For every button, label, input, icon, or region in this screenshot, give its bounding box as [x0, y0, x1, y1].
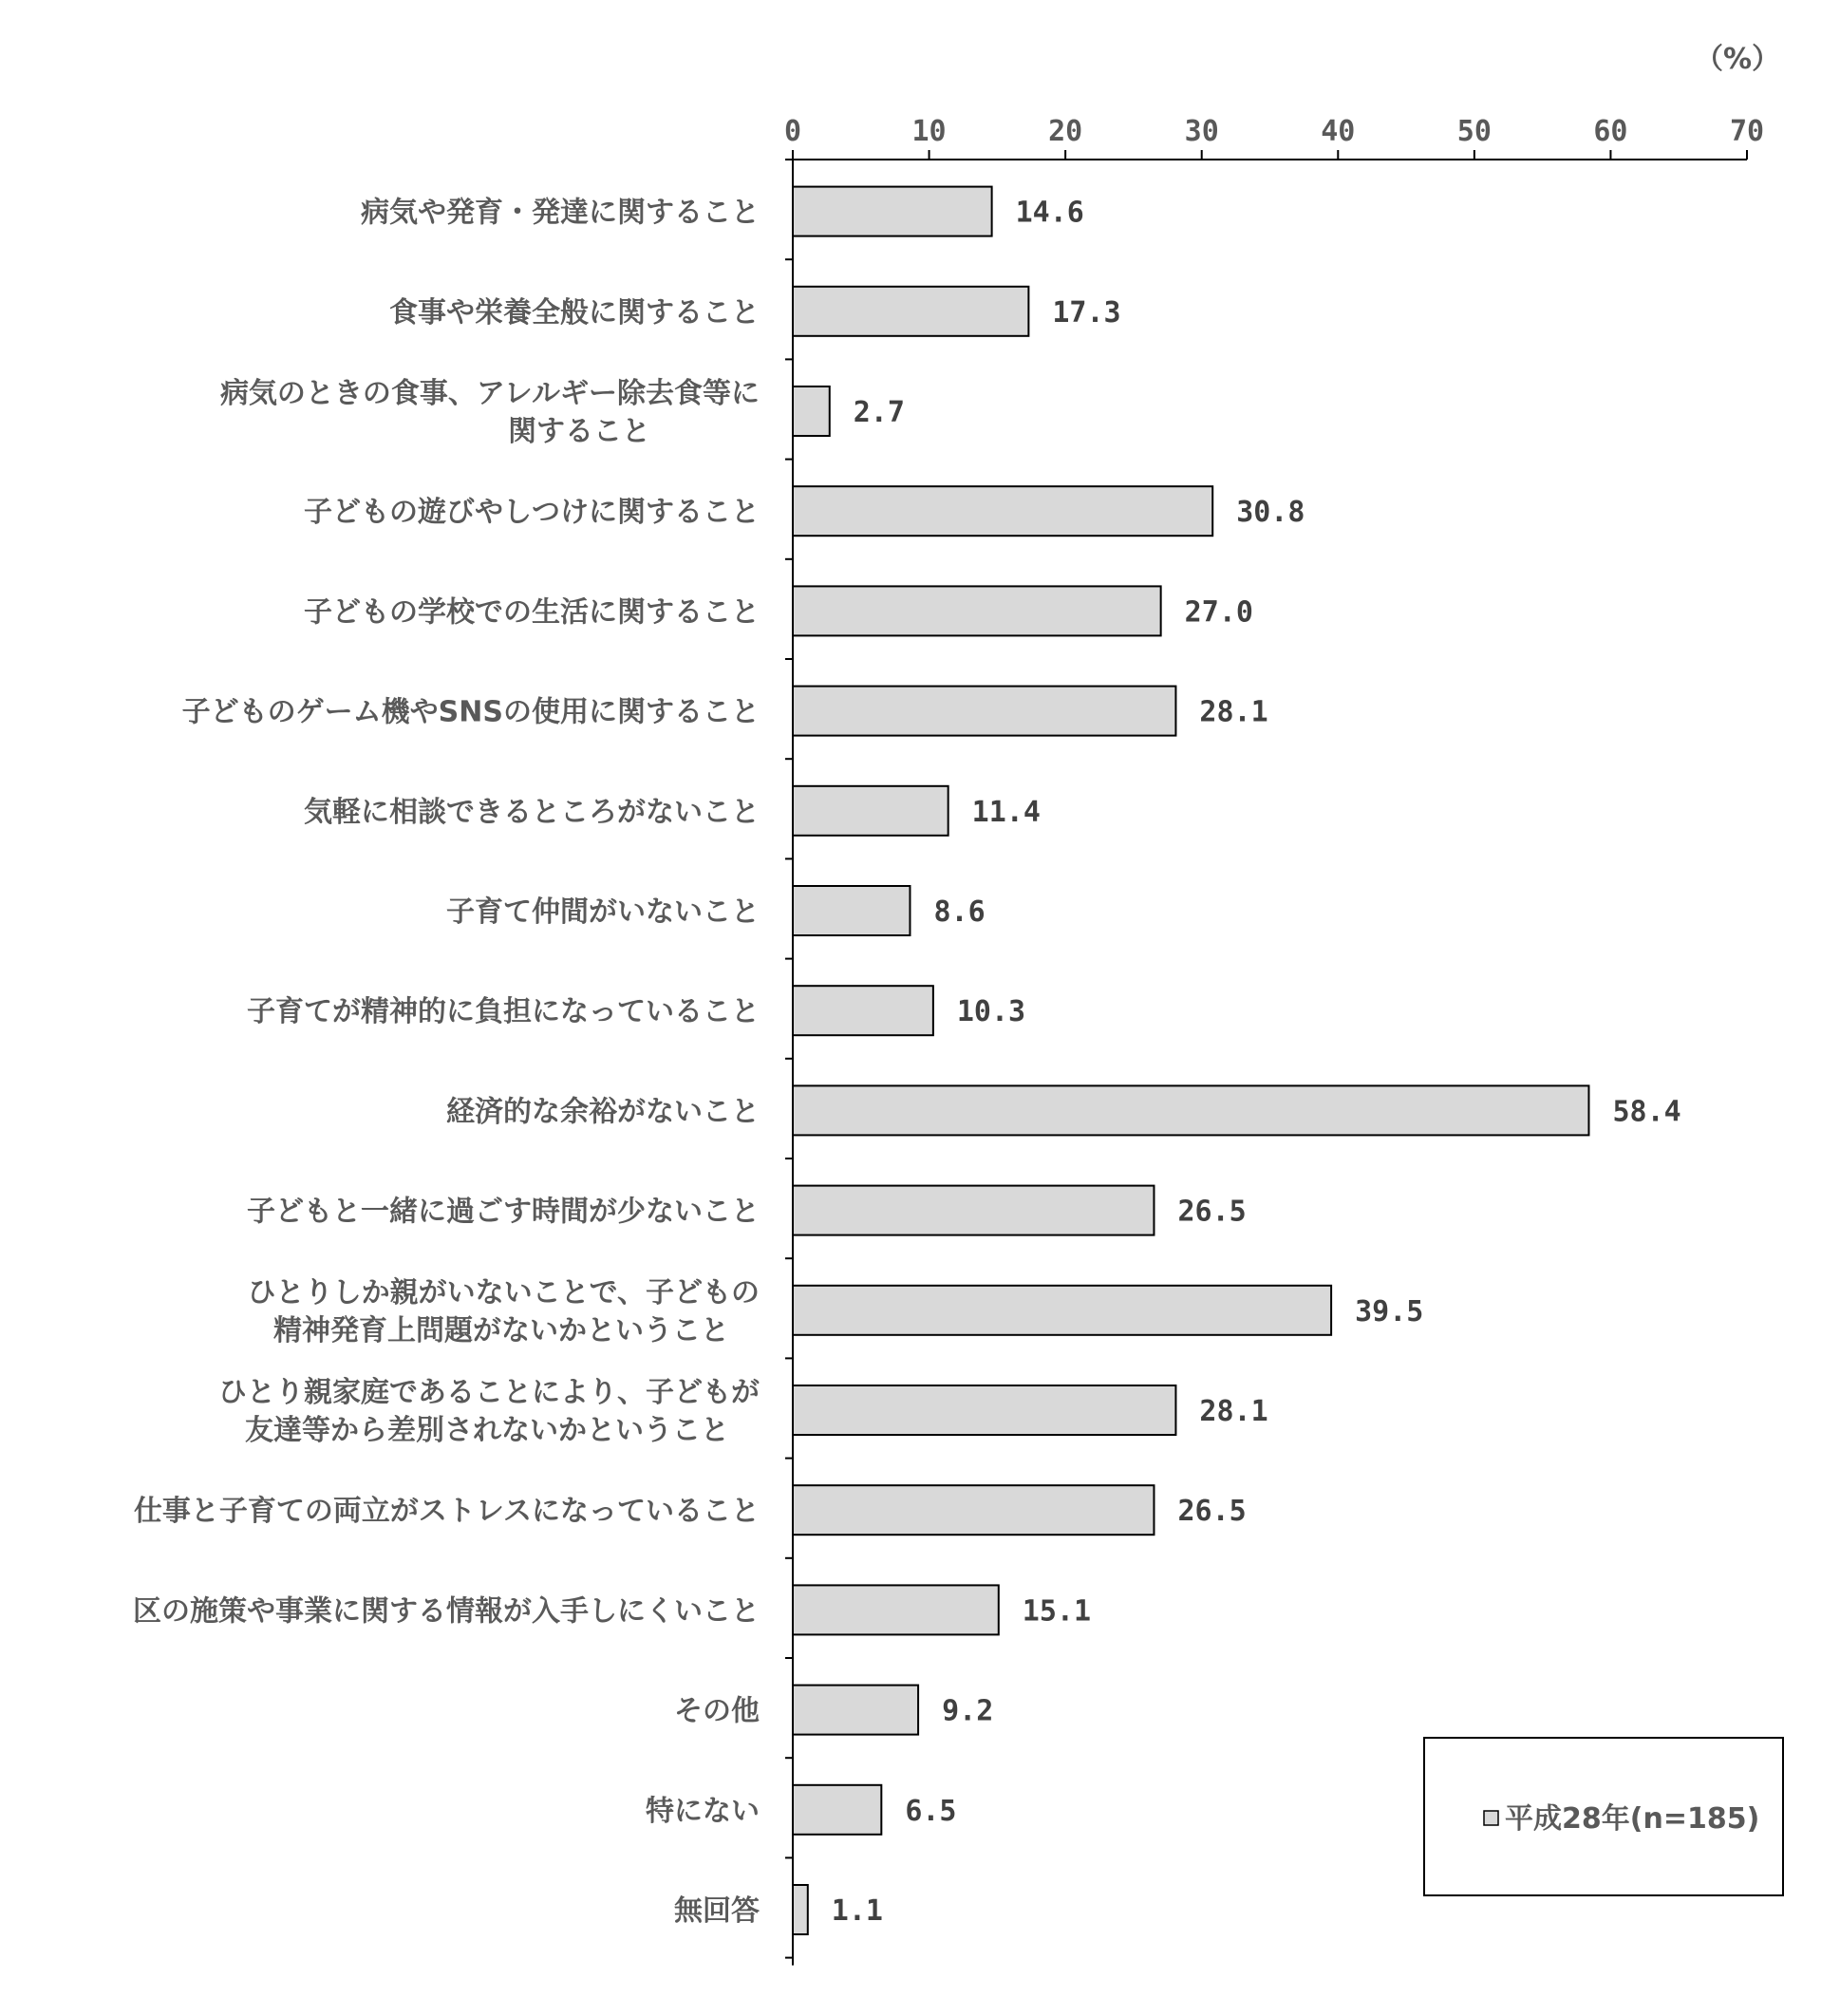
data-label: 1.1 — [831, 1894, 883, 1928]
category-label: 食事や栄養全般に関すること — [389, 295, 760, 330]
category-label: 病気のときの食事、アレルギー除去食等に — [219, 377, 760, 410]
bar — [793, 486, 1212, 536]
x-tick-label: 70 — [1729, 115, 1765, 148]
category-label: 友達等から差別されないかということ — [245, 1414, 729, 1447]
bars — [793, 187, 1588, 1934]
data-label: 30.8 — [1236, 496, 1305, 530]
bar — [793, 187, 992, 236]
bar — [793, 1485, 1154, 1535]
data-label: 8.6 — [933, 895, 986, 929]
data-label: 2.7 — [853, 396, 905, 429]
category-label: 子育てが精神的に負担になっていること — [247, 995, 760, 1029]
category-label: 関すること — [508, 415, 650, 448]
x-tick-label: 30 — [1184, 115, 1219, 148]
category-label: ひとりしか親がいないことで、子どもの — [247, 1275, 760, 1309]
bar — [793, 1585, 999, 1634]
category-label: ひとり親家庭であることにより、子どもが — [218, 1376, 760, 1409]
x-tick-label: 0 — [783, 115, 802, 148]
category-label: 経済的な余裕がないこと — [446, 1095, 760, 1129]
data-label: 15.1 — [1022, 1594, 1092, 1629]
data-label: 28.1 — [1199, 1395, 1268, 1428]
data-label: 9.2 — [942, 1694, 994, 1728]
axes — [785, 160, 1747, 1966]
category-label: 子どもと一緒に過ごす時間が少ないこと — [247, 1195, 760, 1229]
data-label: 6.5 — [905, 1794, 957, 1828]
x-tick-label: 50 — [1456, 115, 1492, 148]
category-label: 子どものゲーム機やSNSの使用に関すること — [181, 695, 760, 729]
bar — [793, 586, 1161, 635]
data-label: 27.0 — [1184, 595, 1253, 630]
bar — [793, 1085, 1588, 1135]
data-label: 17.3 — [1052, 295, 1121, 330]
category-label: その他 — [674, 1694, 760, 1728]
bar — [793, 886, 910, 935]
unit-label: （%） — [1694, 43, 1781, 76]
data-labels — [832, 197, 1681, 1928]
category-label: 無回答 — [674, 1894, 760, 1928]
bar — [793, 1385, 1175, 1435]
bar — [793, 1885, 808, 1934]
legend-label: 平成28年(n=185) — [1505, 1802, 1760, 1836]
data-label: 39.5 — [1355, 1294, 1424, 1328]
bar — [793, 1785, 881, 1835]
category-label: 精神発育上問題がないかということ — [273, 1313, 729, 1347]
data-label: 11.4 — [971, 795, 1041, 829]
x-tick-label: 10 — [911, 115, 947, 148]
data-label: 14.6 — [1015, 196, 1084, 230]
category-label: 子育て仲間がいないこと — [446, 895, 760, 929]
bar — [793, 386, 830, 436]
x-tick-label: 20 — [1048, 115, 1083, 148]
bar — [793, 687, 1175, 736]
category-labels — [133, 197, 760, 1928]
legend — [1424, 1738, 1783, 1895]
category-label: 病気や発育・発達に関すること — [361, 196, 760, 230]
data-label: 10.3 — [956, 995, 1026, 1029]
x-tick-label: 40 — [1321, 115, 1356, 148]
category-label: 気軽に相談できるところがないこと — [304, 795, 760, 829]
category-label: 特にない — [646, 1794, 760, 1828]
bar — [793, 287, 1028, 336]
bar — [793, 1286, 1331, 1335]
bar — [793, 1686, 918, 1735]
x-axis-ticks — [784, 115, 1764, 160]
category-label: 仕事と子育ての両立がストレスになっていること — [133, 1495, 760, 1529]
category-label: 区の施策や事業に関する情報が入手しにくいこと — [133, 1594, 760, 1629]
bar — [793, 1186, 1154, 1235]
data-label: 26.5 — [1177, 1495, 1247, 1529]
x-tick-label: 60 — [1593, 115, 1628, 148]
data-label: 26.5 — [1177, 1195, 1247, 1229]
data-label: 28.1 — [1199, 695, 1268, 729]
bar — [793, 786, 948, 836]
legend-swatch — [1484, 1811, 1498, 1825]
category-label: 子どもの遊びやしつけに関すること — [304, 496, 760, 530]
category-label: 子どもの学校での生活に関すること — [304, 595, 760, 630]
bar — [793, 986, 933, 1035]
data-label: 58.4 — [1612, 1095, 1681, 1129]
